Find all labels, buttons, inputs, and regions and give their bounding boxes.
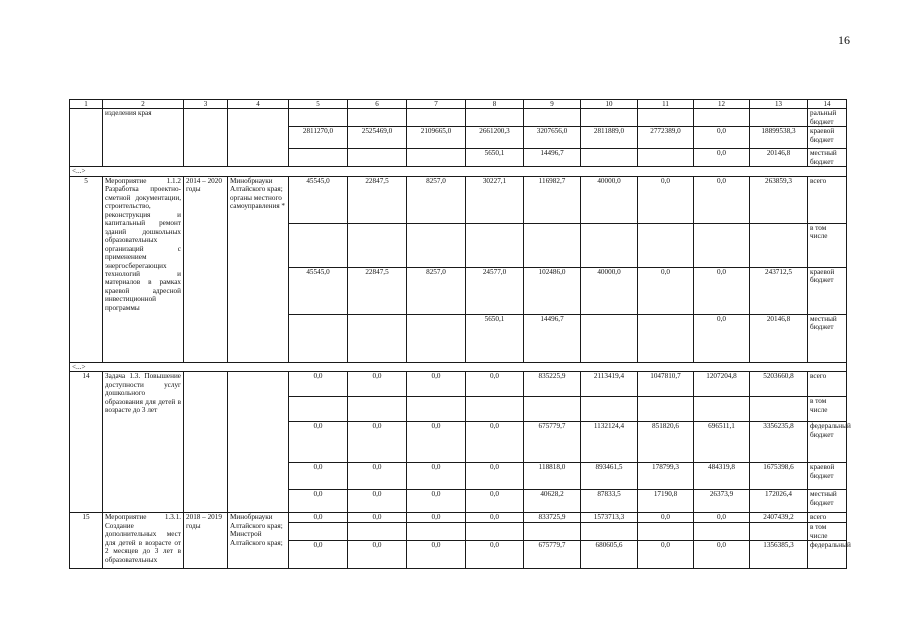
amount-cell: 893461,5 (581, 463, 638, 490)
funding-source-cell: федеральный бюджет (808, 422, 847, 463)
amount-cell: 0,0 (694, 267, 750, 314)
column-header: 14 (808, 100, 847, 109)
amount-cell (289, 397, 348, 422)
amount-cell (289, 149, 348, 167)
amount-cell: 118818,0 (524, 463, 581, 490)
row-number-cell: 14 (70, 372, 103, 513)
amount-cell: 0,0 (289, 422, 348, 463)
amount-cell: 2113419,4 (581, 372, 638, 397)
amount-cell: 851820,6 (638, 422, 694, 463)
amount-cell (407, 523, 466, 541)
amount-cell: 5203660,8 (750, 372, 808, 397)
amount-cell (750, 223, 808, 267)
amount-cell: 243712,5 (750, 267, 808, 314)
amount-cell: 0,0 (289, 541, 348, 569)
row-number-cell: 5 (70, 176, 103, 362)
measure-name-cell: Мероприятие 1.3.1. Создание дополнительных мест для детей в возрасте от 2 месяцев до 3 лет в образовательных (103, 513, 184, 569)
measure-name-cell: Задача 1.3. Повышение доступности услуг дошкольного образования для детей в возрасте до 3 лет (103, 372, 184, 513)
amount-cell: 0,0 (466, 541, 524, 569)
amount-cell: 3356235,8 (750, 422, 808, 463)
amount-cell: 2661200,3 (466, 127, 524, 149)
funding-source-cell: в том числе (808, 397, 847, 422)
budget-table (69, 99, 851, 569)
amount-cell: 263859,3 (750, 176, 808, 223)
amount-cell (289, 314, 348, 362)
amount-cell (638, 109, 694, 127)
amount-cell (694, 397, 750, 422)
amount-cell (348, 523, 407, 541)
amount-cell: 22847,5 (348, 267, 407, 314)
amount-cell: 0,0 (348, 541, 407, 569)
amount-cell (289, 223, 348, 267)
amount-cell (524, 397, 581, 422)
amount-cell: 45545,0 (289, 176, 348, 223)
amount-cell: 0,0 (694, 176, 750, 223)
column-header: 4 (228, 100, 289, 109)
amount-cell: 0,0 (348, 463, 407, 490)
amount-cell (694, 523, 750, 541)
amount-cell (524, 523, 581, 541)
amount-cell: 0,0 (466, 463, 524, 490)
column-header: 12 (694, 100, 750, 109)
amount-cell: 0,0 (407, 372, 466, 397)
amount-cell (289, 523, 348, 541)
amount-cell: 0,0 (466, 422, 524, 463)
amount-cell: 0,0 (694, 149, 750, 167)
amount-cell (348, 397, 407, 422)
amount-cell: 14496,7 (524, 149, 581, 167)
amount-cell: 40000,0 (581, 176, 638, 223)
executor-cell (228, 109, 289, 167)
amount-cell: 0,0 (694, 541, 750, 569)
amount-cell: 0,0 (466, 372, 524, 397)
amount-cell: 30227,1 (466, 176, 524, 223)
amount-cell: 1047810,7 (638, 372, 694, 397)
amount-cell (348, 109, 407, 127)
amount-cell: 0,0 (348, 372, 407, 397)
amount-cell: 0,0 (289, 490, 348, 513)
column-header: 13 (750, 100, 808, 109)
ellipsis-row (70, 167, 847, 176)
amount-cell: 1573713,3 (581, 513, 638, 523)
amount-cell (348, 149, 407, 167)
amount-cell: 20146,8 (750, 149, 808, 167)
amount-cell: 0,0 (407, 490, 466, 513)
amount-cell (407, 314, 466, 362)
amount-cell: 1356385,3 (750, 541, 808, 569)
period-cell (184, 372, 228, 513)
amount-cell: 0,0 (348, 422, 407, 463)
amount-cell: 1132124,4 (581, 422, 638, 463)
amount-cell (638, 314, 694, 362)
executor-cell: Минобрнауки Алтайского края; органы местного самоуправления * (228, 176, 289, 362)
amount-cell (638, 523, 694, 541)
amount-cell: 1675398,6 (750, 463, 808, 490)
ellipsis-cell: <...> (70, 167, 847, 176)
amount-cell: 2407439,2 (750, 513, 808, 523)
amount-cell (466, 397, 524, 422)
amount-cell (581, 223, 638, 267)
period-cell: 2018 – 2019 годы (184, 513, 228, 569)
ellipsis-cell: <...> (70, 362, 847, 371)
amount-cell: 0,0 (407, 422, 466, 463)
amount-cell: 5650,1 (466, 149, 524, 167)
amount-cell: 835225,9 (524, 372, 581, 397)
amount-cell: 2525469,0 (348, 127, 407, 149)
measure-name-cell: изделения края (103, 109, 184, 167)
amount-cell: 0,0 (348, 513, 407, 523)
amount-cell: 5650,1 (466, 314, 524, 362)
amount-cell: 3207656,0 (524, 127, 581, 149)
amount-cell (407, 397, 466, 422)
column-header: 9 (524, 100, 581, 109)
funding-source-cell: местный бюджет (808, 149, 847, 167)
amount-cell (524, 109, 581, 127)
amount-cell: 833725,9 (524, 513, 581, 523)
column-header: 3 (184, 100, 228, 109)
amount-cell: 2109665,0 (407, 127, 466, 149)
amount-cell: 2772389,0 (638, 127, 694, 149)
executor-cell: Минобрнауки Алтайского края; Минстрой Алтайского края; (228, 513, 289, 569)
amount-cell: 0,0 (694, 314, 750, 362)
amount-cell (694, 223, 750, 267)
amount-cell (407, 149, 466, 167)
amount-cell (581, 109, 638, 127)
column-header: 1 (70, 100, 103, 109)
amount-cell: 0,0 (407, 463, 466, 490)
funding-source-cell: в том числе (808, 223, 847, 267)
amount-cell (750, 397, 808, 422)
measure-name-cell: Мероприятие 1.1.2 Разработка проектно-сметной документации, строительство, реконструкция и капитальный ремонт зданий дошкольных образовательных организаций с применением энергосберегающих технологий и материалов в рамках краевой адресной инвестиционной программы (103, 176, 184, 362)
amount-cell (638, 149, 694, 167)
amount-cell: 680605,6 (581, 541, 638, 569)
amount-cell: 172026,4 (750, 490, 808, 513)
amount-cell: 0,0 (638, 267, 694, 314)
executor-cell (228, 372, 289, 513)
amount-cell (750, 523, 808, 541)
funding-source-cell: краевой бюджет (808, 463, 847, 490)
funding-source-cell: всего (808, 513, 847, 523)
amount-cell (466, 223, 524, 267)
amount-cell (466, 523, 524, 541)
amount-cell: 2811889,0 (581, 127, 638, 149)
table-row (70, 513, 847, 523)
amount-cell: 0,0 (289, 463, 348, 490)
amount-cell: 0,0 (466, 513, 524, 523)
amount-cell (638, 397, 694, 422)
amount-cell: 0,0 (407, 541, 466, 569)
column-header: 5 (289, 100, 348, 109)
amount-cell: 22847,5 (348, 176, 407, 223)
amount-cell: 0,0 (348, 490, 407, 513)
funding-source-cell: всего (808, 176, 847, 223)
amount-cell: 17190,8 (638, 490, 694, 513)
amount-cell: 40000,0 (581, 267, 638, 314)
amount-cell: 675779,7 (524, 541, 581, 569)
amount-cell (407, 109, 466, 127)
amount-cell: 102486,0 (524, 267, 581, 314)
funding-source-cell: ральный бюджет (808, 109, 847, 127)
amount-cell (694, 109, 750, 127)
amount-cell: 0,0 (407, 513, 466, 523)
amount-cell (750, 109, 808, 127)
amount-cell (581, 314, 638, 362)
column-header: 7 (407, 100, 466, 109)
funding-source-cell: краевой бюджет (808, 127, 847, 149)
amount-cell (638, 223, 694, 267)
column-header: 8 (466, 100, 524, 109)
amount-cell (348, 314, 407, 362)
amount-cell (581, 523, 638, 541)
amount-cell (524, 223, 581, 267)
amount-cell: 87833,5 (581, 490, 638, 513)
table-row (70, 372, 847, 397)
amount-cell (581, 149, 638, 167)
amount-cell: 675779,7 (524, 422, 581, 463)
amount-cell: 26373,9 (694, 490, 750, 513)
table-row (70, 176, 847, 223)
amount-cell (466, 109, 524, 127)
amount-cell (407, 223, 466, 267)
amount-cell: 0,0 (289, 513, 348, 523)
amount-cell (348, 223, 407, 267)
amount-cell: 18899538,3 (750, 127, 808, 149)
amount-cell: 20146,8 (750, 314, 808, 362)
amount-cell: 45545,0 (289, 267, 348, 314)
column-header: 2 (103, 100, 184, 109)
funding-source-cell: краевой бюджет (808, 267, 847, 314)
amount-cell (289, 109, 348, 127)
amount-cell: 8257,0 (407, 267, 466, 314)
amount-cell: 0,0 (638, 541, 694, 569)
amount-cell: 696511,1 (694, 422, 750, 463)
page-number: 16 (838, 33, 850, 47)
period-cell (184, 109, 228, 167)
amount-cell: 2811270,0 (289, 127, 348, 149)
amount-cell: 40628,2 (524, 490, 581, 513)
amount-cell (581, 397, 638, 422)
amount-cell: 0,0 (638, 176, 694, 223)
funding-source-cell: в том числе (808, 523, 847, 541)
period-cell: 2014 – 2020 годы (184, 176, 228, 362)
row-number-cell: 15 (70, 513, 103, 569)
funding-source-cell: федеральный (808, 541, 847, 569)
amount-cell: 0,0 (638, 513, 694, 523)
column-header-row (70, 100, 847, 109)
amount-cell: 0,0 (289, 372, 348, 397)
funding-source-cell: местный бюджет (808, 314, 847, 362)
row-number-cell (70, 109, 103, 167)
amount-cell: 14496,7 (524, 314, 581, 362)
amount-cell: 24577,0 (466, 267, 524, 314)
column-header: 10 (581, 100, 638, 109)
amount-cell: 484319,8 (694, 463, 750, 490)
table-row (70, 109, 847, 127)
funding-source-cell: всего (808, 372, 847, 397)
amount-cell: 1207204,8 (694, 372, 750, 397)
amount-cell: 178799,3 (638, 463, 694, 490)
column-header: 6 (348, 100, 407, 109)
amount-cell: 116982,7 (524, 176, 581, 223)
ellipsis-row (70, 362, 847, 371)
funding-source-cell: местный бюджет (808, 490, 847, 513)
amount-cell: 0,0 (694, 513, 750, 523)
column-header: 11 (638, 100, 694, 109)
amount-cell: 0,0 (466, 490, 524, 513)
amount-cell: 0,0 (694, 127, 750, 149)
amount-cell: 8257,0 (407, 176, 466, 223)
